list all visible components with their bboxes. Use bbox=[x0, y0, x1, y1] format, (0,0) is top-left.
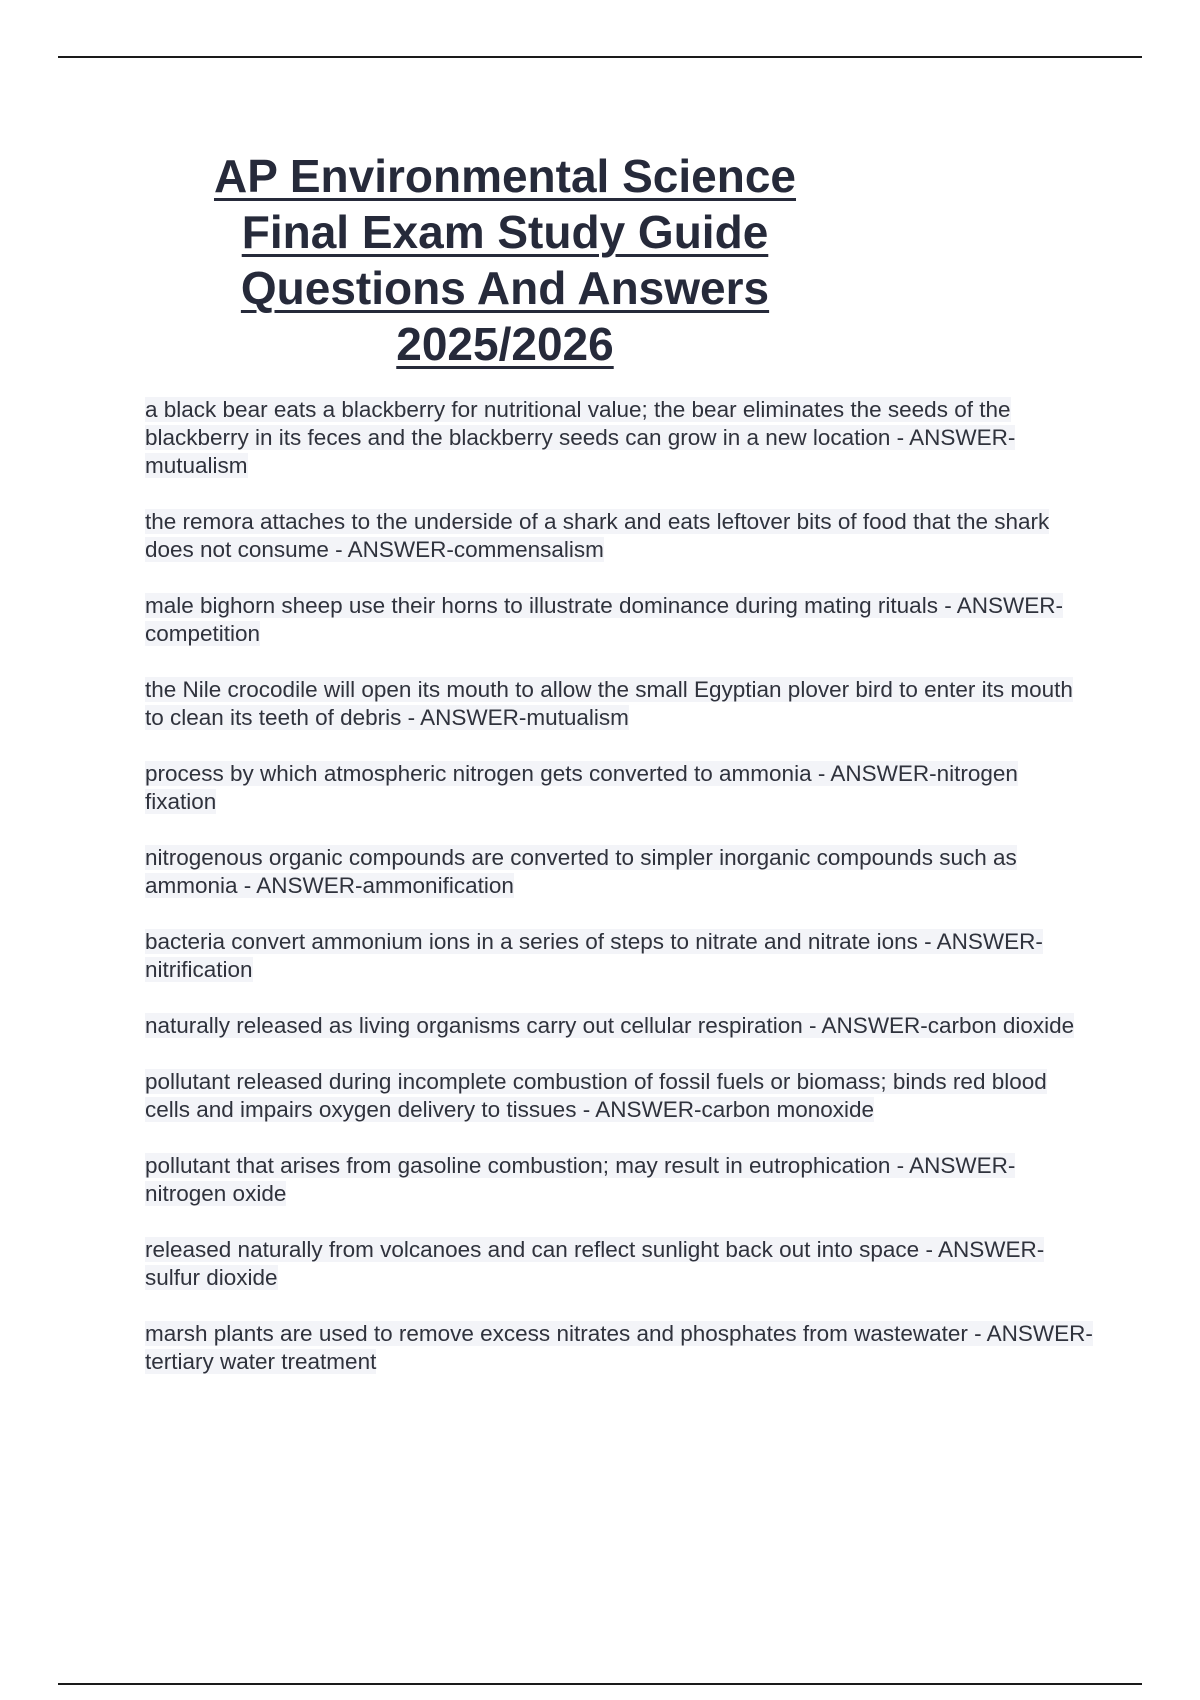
qa-text: naturally released as living organisms carry out cellular respiration - ANSWER-carbon dioxide bbox=[145, 1013, 1075, 1038]
top-divider bbox=[58, 56, 1142, 58]
qa-item bbox=[145, 508, 1095, 564]
qa-item bbox=[145, 1320, 1095, 1376]
qa-text: the Nile crocodile will open its mouth to allow the small Egyptian plover bird to enter its mouth to clean its teeth of debris - ANSWER-mutualism bbox=[145, 677, 1073, 730]
qa-text: nitrogenous organic compounds are converted to simpler inorganic compounds such as ammonia - ANSWER-ammonification bbox=[145, 845, 1017, 898]
qa-text: a black bear eats a blackberry for nutritional value; the bear eliminates the seeds of the blackberry in its feces and the blackberry seeds can grow in a new location - ANSWER-mutualism bbox=[145, 397, 1016, 478]
qa-item bbox=[145, 1152, 1095, 1208]
qa-text: male bighorn sheep use their horns to illustrate dominance during mating rituals - ANSWER-competition bbox=[145, 593, 1063, 646]
bottom-divider bbox=[58, 1683, 1142, 1685]
qa-text: marsh plants are used to remove excess nitrates and phosphates from wastewater - ANSWER-tertiary water treatment bbox=[145, 1321, 1093, 1374]
qa-item bbox=[145, 844, 1095, 900]
qa-text: bacteria convert ammonium ions in a series of steps to nitrate and nitrate ions - ANSWER-nitrification bbox=[145, 929, 1043, 982]
document-title bbox=[180, 148, 830, 372]
qa-text: process by which atmospheric nitrogen gets converted to ammonia - ANSWER-nitrogen fixation bbox=[145, 761, 1018, 814]
qa-text: pollutant that arises from gasoline combustion; may result in eutrophication - ANSWER-nitrogen oxide bbox=[145, 1153, 1016, 1206]
qa-item bbox=[145, 1236, 1095, 1292]
qa-item bbox=[145, 676, 1095, 732]
qa-item bbox=[145, 396, 1095, 480]
qa-item bbox=[145, 592, 1095, 648]
qa-text: released naturally from volcanoes and can reflect sunlight back out into space - ANSWER-sulfur dioxide bbox=[145, 1237, 1045, 1290]
qa-text: pollutant released during incomplete combustion of fossil fuels or biomass; binds red blood cells and impairs oxygen delivery to tissues - ANSWER-carbon monoxide bbox=[145, 1069, 1047, 1122]
qa-item bbox=[145, 1068, 1095, 1124]
qa-text: the remora attaches to the underside of a shark and eats leftover bits of food that the shark does not consume - ANSWER-commensalism bbox=[145, 509, 1050, 562]
qa-list bbox=[145, 396, 1095, 1404]
qa-item bbox=[145, 1012, 1095, 1040]
qa-item bbox=[145, 928, 1095, 984]
qa-item bbox=[145, 760, 1095, 816]
document-title-text: AP Environmental Science Final Exam Study Guide Questions And Answers 2025/2026 bbox=[213, 150, 797, 370]
